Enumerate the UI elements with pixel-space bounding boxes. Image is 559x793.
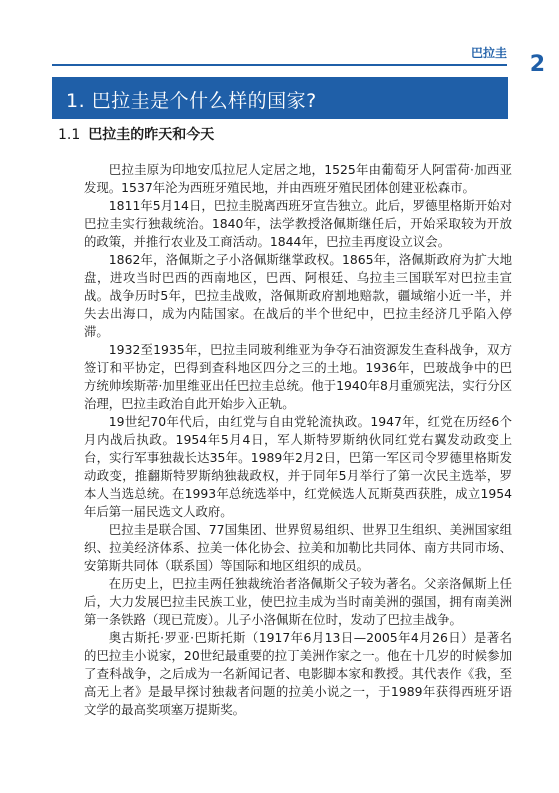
paragraph-5: 19世纪70年代后，由红党与自由党轮流执政。1947年，红党在历经6个月内战后执政。1954年5月4日，军人斯特罗斯纳伙同红党右翼发动政变上台，实行军事独裁长达35年。1989年2月2日，巴第一军区司令罗德里格斯发动政变，推翻斯特罗斯纳独裁政权，并于同年5月举行了第一次民主选举，罗本人当选总统。在1993年总统选举中，红党候选人瓦斯莫西获胜，成立1954年后第一届民选文人政府。 — [84, 414, 512, 519]
paragraph-8: 奥古斯托·罗亚·巴斯托斯（1917年6月13日—2005年4月26日）是著名的巴拉圭小说家，20世纪最重要的拉丁美洲作家之一。他在十几岁的时候参加了查科战争，之后成为一名新闻记者、电影脚本家和教授。其代表作《我，至高无上者》是最早探讨独裁者问题的拉美小说之一，于1989年获得西班牙语文学的最高奖项塞万提斯奖。 — [84, 630, 512, 717]
running-header-label: 巴拉圭 — [470, 46, 507, 60]
paragraph-6: 巴拉圭是联合国、77国集团、世界贸易组织、世界卫生组织、美洲国家组织、拉美经济体系、拉美一体化协会、拉美和加勒比共同体、南方共同市场、安第斯共同体（联系国）等国际和地区组织的成员。 — [84, 522, 512, 573]
paragraph-2: 1811年5月14日，巴拉圭脱离西班牙宣告独立。此后，罗德里格斯开始对巴拉圭实行独裁统治。1840年，法学教授洛佩斯继任后，开始采取较为开放的政策，并推行农业及工商活动。1844年，巴拉圭再度设立议会。 — [84, 198, 512, 249]
section-number: 1.1 — [58, 127, 81, 143]
header-rule — [52, 64, 507, 66]
section-title: 巴拉圭的昨天和今天 — [88, 127, 215, 143]
paragraph-3: 1862年，洛佩斯之子小洛佩斯继掌政权。1865年，洛佩斯政府为扩大地盘，进攻当时巴西的西南地区，巴西、阿根廷、乌拉圭三国联军对巴拉圭宣战。战争历时5年，巴拉圭战败，洛佩斯政府割地赔款，疆域缩小近一半，并失去出海口，成为内陆国家。在战后的半个世纪中，巴拉圭经济几乎陷入停滞。 — [84, 252, 512, 339]
running-header — [0, 0, 559, 80]
section-heading — [58, 124, 214, 144]
page-number: 2 — [529, 52, 545, 77]
paragraph-4: 1932至1935年，巴拉圭同玻利维亚为争夺石油资源发生查科战争，双方签订和平协定，巴得到查科地区四分之三的土地。1936年，巴玻战争中的巴方统帅埃斯蒂·加里维亚出任巴拉圭总统。他于1940年8月重颁宪法，实行分区治理，巴拉圭政治自此开始步入正轨。 — [84, 342, 512, 411]
paragraph-1: 巴拉圭原为印地安瓜拉尼人定居之地，1525年由葡萄牙人阿雷荷·加西亚发现。1537年沦为西班牙殖民地，并由西班牙殖民团体创建亚松森市。 — [84, 162, 512, 195]
body-text — [84, 161, 512, 719]
chapter-title: 1. 巴拉圭是个什么样的国家? — [66, 90, 317, 112]
paragraph-7: 在历史上，巴拉圭两任独裁统治者洛佩斯父子较为著名。父亲洛佩斯上任后，大力发展巴拉圭民族工业，使巴拉圭成为当时南美洲的强国，拥有南美洲第一条铁路（现已荒废）。儿子小洛佩斯在位时，发动了巴拉圭战争。 — [84, 576, 512, 627]
chapter-banner — [52, 77, 508, 119]
